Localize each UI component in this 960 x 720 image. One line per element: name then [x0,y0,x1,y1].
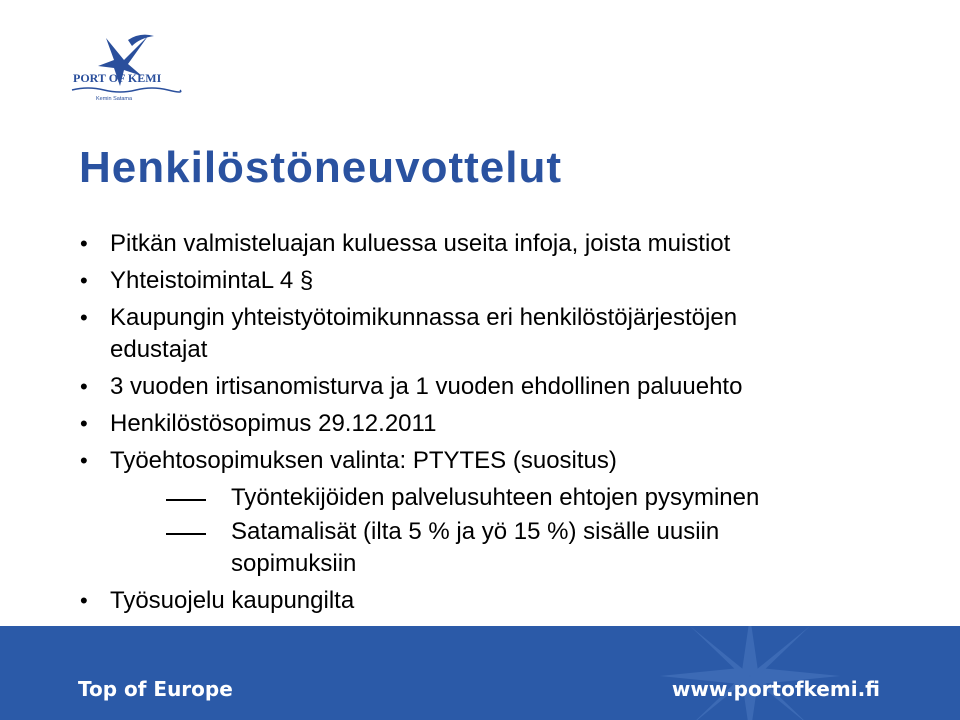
compass-rose-icon [640,626,860,720]
bullet-item: • Henkilöstösopimus 29.12.2011 [80,408,940,440]
bullet-item: • Kaupungin yhteistyötoimikunnassa eri henkilöstöjärjestöjen edustajat [80,302,830,366]
slide-title: Henkilöstöneuvottelut [79,143,563,192]
bullet-item: • Työsuojelu kaupungilta [80,585,940,617]
bullet-item: • Pitkän valmisteluajan kuluessa useita infoja, joista muistiot [80,228,940,260]
logo-subtitle: Kemin Satama [96,96,133,102]
bullet-item: • 3 vuoden irtisanomisturva ja 1 vuoden ehdollinen paluuehto [80,371,940,403]
port-of-kemi-logo [68,30,188,110]
compass-star-icon [68,30,188,110]
footer-website-link[interactable]: www.portofkemi.fi [671,677,880,701]
bullet-item: • YhteistoimintaL 4 § [80,265,940,297]
footer-band [0,626,960,720]
bullet-list [80,228,940,622]
sub-bullet-item: Satamalisät (ilta 5 % ja yö 15 %) sisälle uusiin sopimuksiin [80,516,791,580]
footer-slogan: Top of Europe [78,677,233,701]
sub-bullet-item: Työntekijöiden palvelusuhteen ehtojen pysyminen [80,482,940,514]
bullet-item: • Työehtosopimuksen valinta: PTYTES (suositus) [80,445,940,477]
logo-wordmark: PORT OF KEMI [73,71,162,85]
